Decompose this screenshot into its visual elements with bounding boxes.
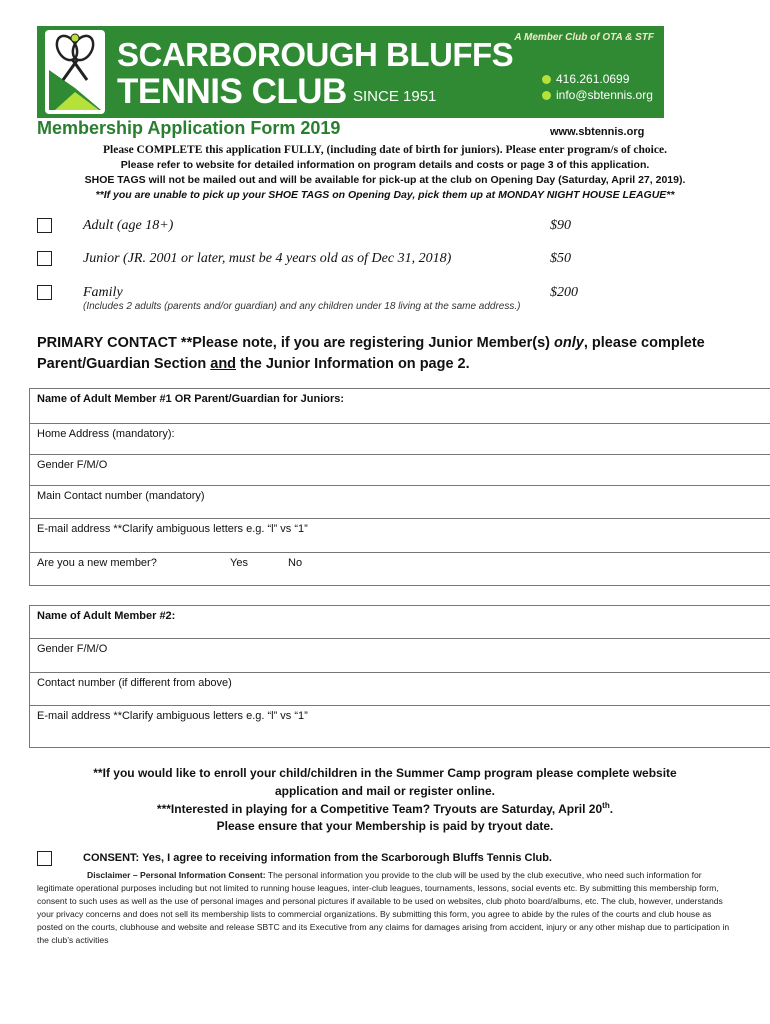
instruction-line-4: **If you are unable to pick up your SHOE TAGS on Opening Day, pick them up at MONDAY NIGHT HOUSE LEAGUE** bbox=[95, 189, 675, 201]
form-title: Membership Application Form 2019 bbox=[37, 118, 341, 138]
junior-option-label: Junior (JR. 2001 or later, must be 4 years old as of Dec 31, 2018) bbox=[83, 251, 452, 266]
instruction-line-2: Please refer to website for detailed information on program details and costs or page 3 of this application. bbox=[120, 159, 650, 171]
tryout-note-text: ***Interested in playing for a Competitive Team? Tryouts are Saturday, April 20 bbox=[156, 802, 603, 816]
adult2-name-field[interactable] bbox=[30, 606, 770, 639]
primary-contact-text: the Junior Information on page 2. bbox=[236, 356, 470, 372]
tryout-note-sup: th bbox=[602, 801, 610, 810]
tennis-ball-icon bbox=[542, 75, 551, 84]
tryout-note-end: . bbox=[609, 802, 614, 816]
adult2-contact-field[interactable] bbox=[30, 673, 770, 706]
new-member-no[interactable]: No bbox=[288, 557, 303, 569]
adult1-address-field[interactable] bbox=[30, 424, 770, 455]
disclaimer-text bbox=[37, 869, 737, 947]
disclaimer-body: The personal information you provide to the club will be used by the club executive, who need such information for legitimate operational purposes including but not limited to running house leagues, inter-club leagues, tournaments, lessons, social events etc. By submitting this membership form, consent to such uses as well as the use of personal images and personal pictures if available to be used on websites, club photo board/albums, etc. The club, however, understands your privacy concerns and does not sell its membership lists to commercial organizations. By submitting this form, you agree to abide by the rules of the courts and club house as posted on the courts, clubhouse and website and release SBTC and its Executive from any claims for damages arising from accident, injury or any other mishap due to participation in the club’s activities bbox=[37, 870, 730, 945]
club-name-line1: SCARBOROUGH BLUFFS bbox=[117, 36, 514, 73]
adult-option-price: $90 bbox=[550, 218, 571, 233]
email-address: info@sbtennis.org bbox=[556, 88, 653, 102]
consent-label: CONSENT: Yes, I agree to receiving information from the Scarborough Bluffs Tennis Club. bbox=[83, 852, 552, 864]
email-row bbox=[542, 88, 653, 102]
camp-note-line-1: **If you would like to enroll your child/children in the Summer Camp program please complete website bbox=[93, 766, 677, 780]
adult2-name-label: Name of Adult Member #2: bbox=[37, 610, 176, 622]
instruction-line-3: SHOE TAGS will not be mailed out and will be available for pick-up at the club on Opening Day (Saturday, April 27, 2019). bbox=[84, 174, 686, 186]
crossed-rackets-logo-icon bbox=[45, 30, 105, 114]
family-option-price: $200 bbox=[550, 285, 578, 300]
family-note: (Includes 2 adults (parents and/or guardian) and any children under 18 living at the same address.) bbox=[83, 301, 521, 312]
consent-checkbox[interactable] bbox=[37, 851, 52, 866]
primary-contact-heading bbox=[37, 333, 737, 375]
adult2-gender-label: Gender F/M/O bbox=[37, 643, 108, 655]
adult1-gender-field[interactable] bbox=[30, 455, 770, 486]
adult1-email-field[interactable] bbox=[30, 519, 770, 553]
junior-option-price: $50 bbox=[550, 251, 571, 266]
tryout-note bbox=[0, 801, 770, 816]
adult1-contact-field[interactable] bbox=[30, 486, 770, 519]
website-link[interactable]: www.sbtennis.org bbox=[550, 126, 645, 138]
adult1-email-label: E-mail address **Clarify ambiguous letters e.g. “l” vs “1” bbox=[37, 523, 308, 535]
family-checkbox[interactable] bbox=[37, 285, 52, 300]
adult2-email-field[interactable] bbox=[30, 706, 770, 747]
tennis-ball-icon bbox=[542, 91, 551, 100]
adult2-gender-field[interactable] bbox=[30, 639, 770, 673]
primary-contact-text: , please complete Parent/Guardian Section bbox=[37, 335, 705, 372]
adult1-name-label: Name of Adult Member #1 OR Parent/Guardian for Juniors: bbox=[37, 393, 345, 405]
adult1-new-member-field bbox=[30, 553, 770, 585]
instruction-line-1: Please COMPLETE this application FULLY, (including date of birth for juniors). Please enter program/s of choice. bbox=[103, 144, 667, 156]
adult1-name-field[interactable] bbox=[30, 389, 770, 424]
phone-number: 416.261.0699 bbox=[556, 72, 630, 86]
disclaimer-title: Disclaimer – Personal Information Consent: bbox=[87, 870, 266, 880]
adult-member-1-section bbox=[29, 388, 770, 586]
adult1-address-label: Home Address (mandatory): bbox=[37, 428, 175, 440]
adult2-email-label: E-mail address **Clarify ambiguous letters e.g. “l” vs “1” bbox=[37, 710, 308, 722]
club-since: SINCE 1951 bbox=[353, 88, 437, 105]
new-member-yes[interactable]: Yes bbox=[230, 557, 248, 569]
adult2-contact-label: Contact number (if different from above) bbox=[37, 677, 232, 689]
primary-contact-only: only bbox=[554, 335, 584, 351]
adult1-contact-label: Main Contact number (mandatory) bbox=[37, 490, 205, 502]
member-club-note: A Member Club of OTA & STF bbox=[514, 32, 654, 43]
adult1-gender-label: Gender F/M/O bbox=[37, 459, 108, 471]
family-option-label: Family bbox=[83, 285, 123, 300]
primary-contact-text: PRIMARY CONTACT **Please note, if you are registering Junior Member(s) bbox=[37, 335, 555, 351]
club-banner bbox=[37, 26, 664, 118]
membership-paid-note: Please ensure that your Membership is paid by tryout date. bbox=[216, 819, 554, 833]
phone-row bbox=[542, 72, 629, 86]
adult-option-label: Adult (age 18+) bbox=[83, 218, 174, 233]
adult-checkbox[interactable] bbox=[37, 218, 52, 233]
new-member-label: Are you a new member? bbox=[37, 557, 157, 569]
club-name-line2: TENNIS CLUB bbox=[117, 72, 347, 111]
primary-contact-and: and bbox=[210, 356, 237, 372]
adult-member-2-section bbox=[29, 605, 770, 748]
junior-checkbox[interactable] bbox=[37, 251, 52, 266]
camp-note-line-2: application and mail or register online. bbox=[274, 784, 496, 798]
